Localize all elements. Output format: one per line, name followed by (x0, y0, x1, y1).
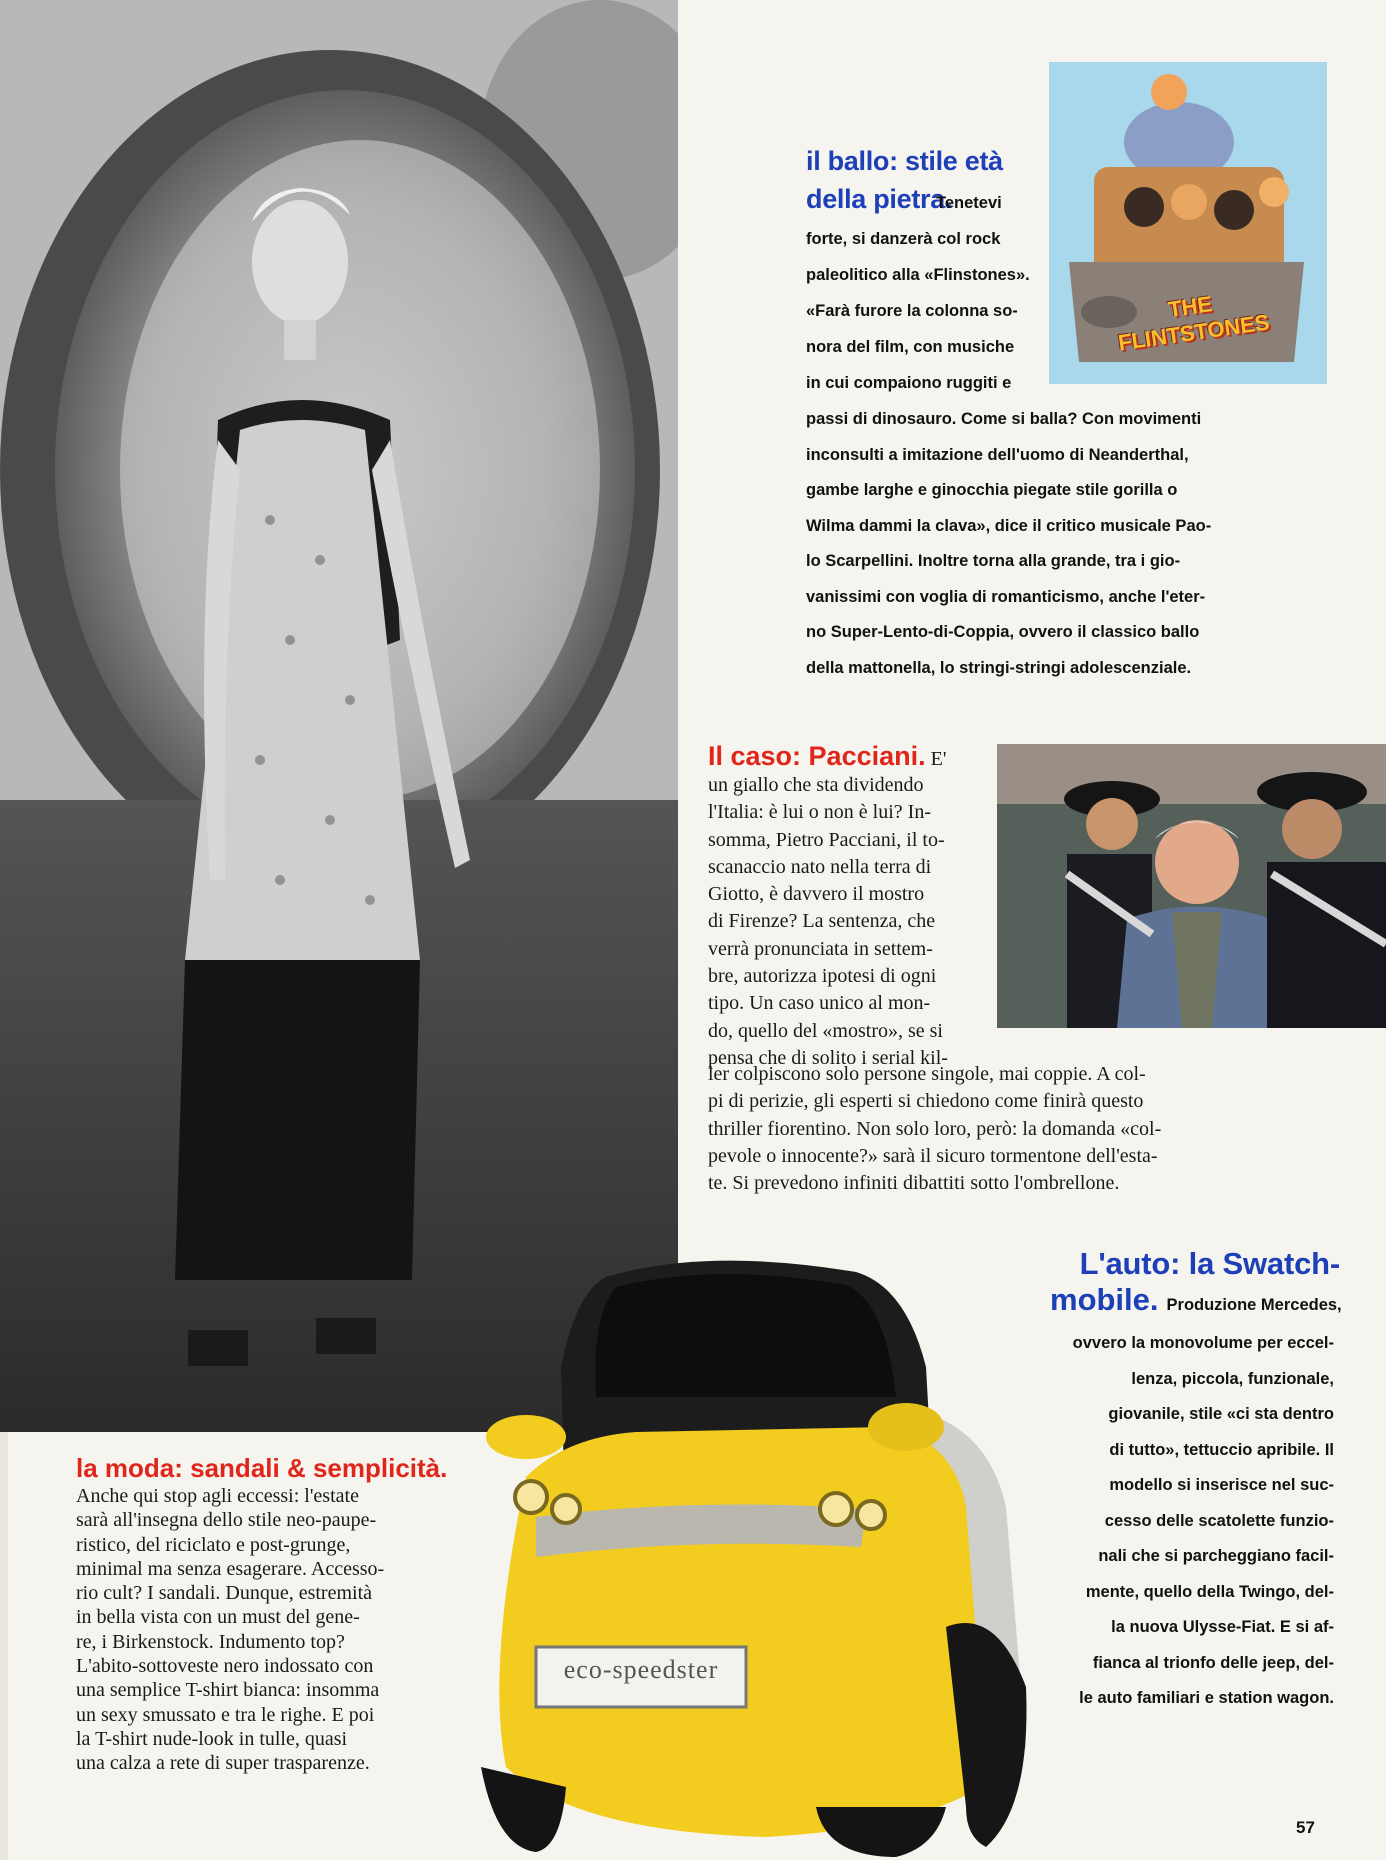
moda-line: re, i Birkenstock. Indumento top? (76, 1630, 345, 1653)
auto-line: la nuova Ulysse-Fiat. E si af- (1111, 1618, 1334, 1636)
ballo-line: passi di dinosauro. Come si balla? Con movimenti (806, 410, 1202, 428)
ballo-line: paleolitico alla «Flinstones». (806, 266, 1030, 284)
auto-body (1034, 1326, 1334, 1717)
section-auto (1050, 1246, 1340, 1282)
model-photo (0, 0, 678, 1432)
pacciani-line: E' (930, 748, 947, 770)
pacciani-body-wide (708, 1061, 1208, 1197)
moda-line: L'abito-sottoveste nero indossato con (76, 1655, 374, 1678)
moda-line: una semplice T-shirt bianca: insomma (76, 1679, 380, 1702)
moda-line: ristico, del riciclato e post-grunge, (76, 1533, 351, 1556)
pacciani-line: verrà pronunciata in settem- (708, 937, 933, 960)
pacciani-line: di Firenze? La sentenza, che (708, 910, 936, 933)
ballo-line: gambe larghe e ginocchia piegate stile gorilla o (806, 481, 1178, 499)
moda-line: sarà all'insegna dello stile neo-paupe- (76, 1509, 377, 1532)
auto-line: mente, quello della Twingo, del- (1085, 1582, 1334, 1601)
car-photo (466, 1247, 1056, 1860)
ballo-line: lo Scarpellini. Inoltre torna alla grande, tra i gio- (806, 552, 1181, 570)
ballo-line: nora del film, con musiche (806, 338, 1015, 356)
pacciani-line: pi di perizie, gli esperti si chiedono come finirà questo (708, 1090, 1144, 1113)
section-ballo (806, 142, 1216, 218)
moda-line: minimal ma senza esagerare. Accesso- (76, 1557, 385, 1580)
flintstones-logo: THE FLINTSTONES (1116, 291, 1271, 356)
auto-headline-line1: L'auto: la Swatch- (1079, 1246, 1340, 1281)
pacciani-body-narrow (708, 742, 996, 1072)
auto-line: le auto familiari e station wagon. (1079, 1689, 1334, 1707)
ballo-line: forte, si danzerà col rock (806, 230, 1001, 248)
moda-line: in bella vista con un must del gene- (76, 1606, 360, 1629)
moda-line: un sexy smussato e tra le righe. E poi (76, 1703, 375, 1726)
ballo-line: vanissimi con voglia di romanticismo, anche l'eter- (806, 587, 1206, 606)
moda-line: una calza a rete di super trasparenze. (76, 1752, 370, 1775)
pacciani-line: tipo. Un caso unico al mon- (708, 992, 931, 1015)
ballo-line: in cui compaiono ruggiti e (806, 374, 1012, 392)
pacciani-line: do, quello del «mostro», se si (708, 1019, 943, 1042)
section-pacciani (708, 742, 996, 1072)
pacciani-line: thriller fiorentino. Non solo loro, però: la domanda «col- (708, 1117, 1162, 1140)
pacciani-headline: Il caso: Pacciani. (708, 741, 926, 771)
ballo-line: Tenetevi (936, 194, 1002, 212)
pacciani-line: pevole o innocente?» sarà il sicuro tormentone dell'esta- (708, 1144, 1158, 1167)
ballo-line: no Super-Lento-di-Coppia, ovvero il classico ballo (806, 623, 1200, 641)
pacciani-line: l'Italia: è lui o non è lui? In- (708, 801, 931, 824)
pacciani-line: scanaccio nato nella terra di (708, 855, 932, 878)
pacciani-first-line (708, 742, 996, 772)
pacciani-line: ler colpiscono solo persone singole, mai coppie. A col- (708, 1063, 1146, 1085)
auto-headline-line2: mobile. (1050, 1282, 1159, 1317)
pacciani-line: un giallo che sta dividendo (708, 774, 924, 796)
auto-line: giovanile, stile «ci sta dentro (1108, 1405, 1334, 1423)
moda-headline: la moda: sandali & semplicità. (76, 1453, 448, 1483)
auto-line: cesso delle scatolette funzio- (1104, 1511, 1334, 1530)
ballo-line: Wilma dammi la clava», dice il critico musicale Pao- (806, 516, 1212, 535)
auto-line: ovvero la monovolume per eccel- (1072, 1334, 1334, 1352)
ballo-line: della mattonella, lo stringi-stringi adolescenziale. (806, 658, 1192, 677)
ballo-line: «Farà furore la colonna so- (806, 302, 1018, 320)
ballo-body-wide (806, 402, 1220, 686)
pacciani-photo (997, 744, 1386, 1028)
auto-line-first: Produzione Mercedes, (1166, 1296, 1342, 1314)
flintstones-poster (1049, 62, 1327, 384)
moda-line: Anche qui stop agli eccessi: l'estate (76, 1485, 359, 1507)
moda-body (76, 1484, 438, 1776)
moda-line: rio cult? I sandali. Dunque, estremità (76, 1582, 373, 1605)
auto-line: modello si inserisce nel suc- (1109, 1476, 1334, 1494)
pacciani-line: te. Si prevedono infiniti dibattiti sotto l'ombrellone. (708, 1172, 1120, 1195)
section-moda (76, 1452, 448, 1776)
pacciani-line: Giotto, è davvero il mostro (708, 883, 925, 906)
pacciani-line: pensa che di solito i serial kil- (708, 1046, 948, 1069)
auto-headline-line2-wrap (1050, 1282, 1340, 1324)
pacciani-line: bre, autorizza ipotesi di ogni (708, 965, 937, 988)
ballo-headline: il ballo: stile età della pietra. (806, 146, 1003, 214)
auto-line: di tutto», tettuccio apribile. Il (1109, 1440, 1334, 1459)
page-number: 57 (1296, 1818, 1315, 1837)
auto-line: nali che si parcheggiano facil- (1098, 1547, 1334, 1565)
page-edge (0, 1432, 8, 1860)
ballo-line: inconsulti a imitazione dell'uomo di Neanderthal, (806, 445, 1189, 464)
auto-line: fianca al trionfo delle jeep, del- (1092, 1653, 1334, 1672)
auto-line: lenza, piccola, funzionale, (1131, 1369, 1334, 1388)
pacciani-line: somma, Pietro Pacciani, il to- (708, 828, 945, 851)
moda-line: la T-shirt nude-look in tulle, quasi (76, 1727, 348, 1750)
license-plate-text: eco-speedster (563, 1655, 719, 1684)
